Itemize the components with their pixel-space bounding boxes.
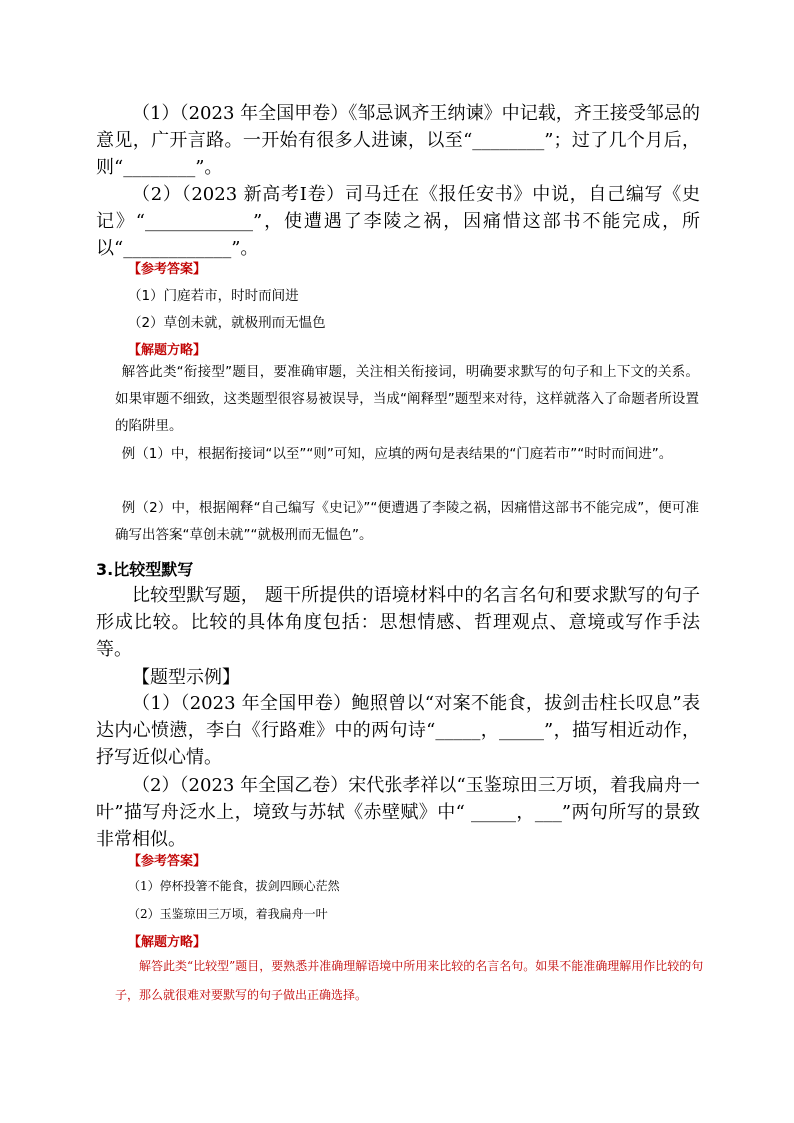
answer-label: 【参考答案】 bbox=[128, 262, 207, 277]
answer-3-line-2: （2）玉鉴琼田三万顷，着我扁舟一叶 bbox=[128, 907, 328, 921]
question-3-1: （1）（2023 年全国甲卷）鲍照曾以“对案不能食，拔剑击柱长叹息”表达内心愤懑，李白《行路难》中的两句诗“_____，_____”，描写相近动作，抒写近似心情。 bbox=[96, 693, 700, 768]
question-2-2: （2）（2023 新高考Ⅰ卷）司马迁在《报任安书》中说，自己编写《史记》“____________”，使遭遇了李陵之祸，因痛惜这部书不能完成，所以“____________”。 bbox=[96, 184, 700, 259]
answer-line-1: （1）门庭若市，时时而间进 bbox=[128, 288, 299, 304]
strategy-paragraph-3: 例（2）中，根据阐释“自己编写《史记》”“便遭遇了李陵之祸，因痛惜这部书不能完成”，便可准确写出答案“草创未就”“就极刑而无愠色”。 bbox=[115, 500, 699, 543]
section-intro: 比较型默写题， 题干所提供的语境材料中的名言名句和要求默写的句子形成比较。比较的具体角度包括：思想情感、哲理观点、意境或写作手法等。 bbox=[96, 585, 700, 660]
question-2-1: （1）（2023 年全国甲卷）《邹忌讽齐王纳谏》中记载，齐王接受邹忌的意见，广开言路。一开始有很多人进谏，以至“________”；过了几个月后，则“________”。 bbox=[96, 103, 700, 178]
answer-line-2: （2）草创未就，就极刑而无愠色 bbox=[128, 315, 326, 331]
strategy-paragraph-1: 解答此类“衔接型”题目，要准确审题，关注相关衔接词，明确要求默写的句子和上下文的关系。如果审题不细致，这类题型很容易被误导，当成“阐释型”题型来对待，这样就落入了命题者所设置的陷阱里。 bbox=[115, 364, 699, 434]
answer-label-3: 【参考答案】 bbox=[128, 854, 207, 869]
example-label: 【题型示例】 bbox=[132, 667, 240, 688]
strategy-paragraph-2: 例（1）中，根据衔接词“以至”“则”可知，应填的两句是表结果的“门庭若市”“时时而间进”。 bbox=[121, 446, 673, 462]
strategy-label-3: 【解题方略】 bbox=[128, 935, 207, 950]
question-3-2: （2）（2023 年全国乙卷）宋代张孝祥以“玉鉴琼田三万顷，着我扁舟一叶”描写舟泛水上，境致与苏轼《赤壁赋》中“ _____，___”两句所写的景致非常相似。 bbox=[96, 775, 700, 850]
strategy-3-paragraph: 解答此类“比较型”题目，要熟悉并准确理解语境中所用来比较的名言名句。如果不能准确理解用作比较的句子，那么就很难对要默写的句子做出正确选择。 bbox=[115, 959, 704, 1002]
strategy-label: 【解题方略】 bbox=[128, 343, 207, 358]
answer-3-line-1: （1）停杯投箸不能食，拔剑四顾心茫然 bbox=[128, 879, 340, 893]
section-heading: 3.比较型默写 bbox=[96, 560, 194, 579]
